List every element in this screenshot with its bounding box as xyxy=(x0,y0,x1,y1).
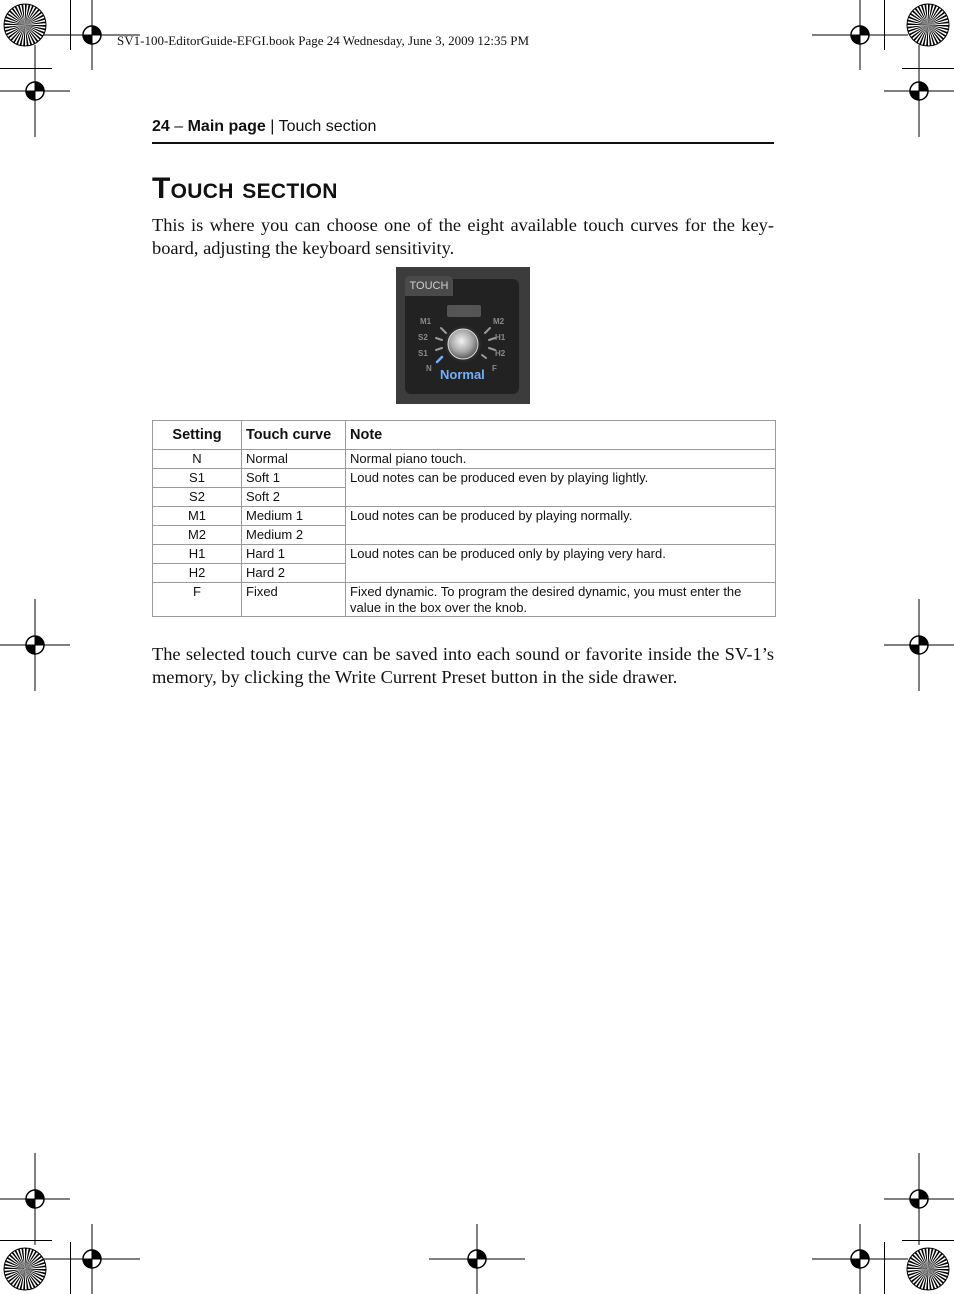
cell-curve: Medium 2 xyxy=(242,526,346,545)
registration-sunburst-top-right xyxy=(906,3,950,47)
registration-crosshair xyxy=(44,1224,140,1294)
page-number: 24 xyxy=(152,118,170,135)
cell-setting: F xyxy=(153,583,242,617)
running-head-dash: – xyxy=(169,118,188,135)
running-head xyxy=(152,118,774,144)
touch-panel-tab: TOUCH xyxy=(405,276,453,296)
cell-setting: S1 xyxy=(153,469,242,488)
cell-curve: Soft 1 xyxy=(242,469,346,488)
knob-label-s1: S1 xyxy=(418,349,428,358)
cell-curve: Normal xyxy=(242,450,346,469)
registration-crosshair xyxy=(0,599,70,691)
cell-curve: Medium 1 xyxy=(242,507,346,526)
knob-label-m1: M1 xyxy=(420,317,432,326)
registration-crosshair xyxy=(884,45,954,137)
knob-label-m2: M2 xyxy=(493,317,505,326)
section-title: Touch section xyxy=(152,172,338,205)
registration-crosshair xyxy=(429,1224,525,1294)
cell-curve: Fixed xyxy=(242,583,346,617)
header-note: Note xyxy=(346,421,776,450)
current-touch-value: Normal xyxy=(440,367,485,382)
section-name: Touch section xyxy=(278,118,377,135)
touch-curve-table xyxy=(152,420,776,617)
cell-curve: Hard 1 xyxy=(242,545,346,564)
running-head-separator: | xyxy=(265,118,279,135)
selected-tick xyxy=(437,357,442,362)
table-row xyxy=(153,507,776,526)
table-header-row xyxy=(153,421,776,450)
header-touch-curve: Touch curve xyxy=(242,421,346,450)
cell-note: Loud notes can be produced by playing normally. xyxy=(346,507,776,545)
knob-label-h2: H2 xyxy=(495,349,506,358)
registration-crosshair xyxy=(812,1224,908,1294)
book-file-header: SV1-100-EditorGuide-EFGI.book Page 24 Wednesday, June 3, 2009 12:35 PM xyxy=(117,33,530,48)
cell-curve: Hard 2 xyxy=(242,564,346,583)
touch-panel-screenshot xyxy=(396,267,530,404)
knob-label-s2: S2 xyxy=(418,333,428,342)
cell-setting: N xyxy=(153,450,242,469)
cell-setting: M1 xyxy=(153,507,242,526)
closing-paragraph: The selected touch curve can be saved into each sound or favorite inside the SV-1’s memory, by clicking the Write Current Preset button in the side drawer. xyxy=(152,644,774,687)
touch-knob xyxy=(396,267,530,404)
chapter-name: Main page xyxy=(187,118,266,135)
cell-setting: S2 xyxy=(153,488,242,507)
intro-paragraph: This is where you can choose one of the eight available touch curves for the key-board, adjusting the keyboard sensitivity. xyxy=(152,215,774,258)
cell-setting: H2 xyxy=(153,564,242,583)
registration-sunburst-bottom-right xyxy=(906,1247,950,1291)
knob-label-h1: H1 xyxy=(495,333,506,342)
table-row xyxy=(153,545,776,564)
knob-label-n: N xyxy=(426,364,432,373)
cell-curve: Soft 2 xyxy=(242,488,346,507)
table-row xyxy=(153,469,776,488)
registration-sunburst-bottom-left xyxy=(3,1247,47,1291)
registration-sunburst-top-left xyxy=(3,3,47,47)
cell-setting: M2 xyxy=(153,526,242,545)
cell-note: Normal piano touch. xyxy=(346,450,776,469)
header-setting: Setting xyxy=(153,421,242,450)
cell-setting: H1 xyxy=(153,545,242,564)
registration-crosshair xyxy=(884,599,954,691)
table-row xyxy=(153,450,776,469)
table-row xyxy=(153,583,776,617)
knob-label-f: F xyxy=(492,364,497,373)
cell-note: Loud notes can be produced even by playing lightly. xyxy=(346,469,776,507)
cell-note: Fixed dynamic. To program the desired dynamic, you must enter the value in the box over the knob. xyxy=(346,583,776,617)
cell-note: Loud notes can be produced only by playing very hard. xyxy=(346,545,776,583)
registration-crosshair xyxy=(0,45,70,137)
